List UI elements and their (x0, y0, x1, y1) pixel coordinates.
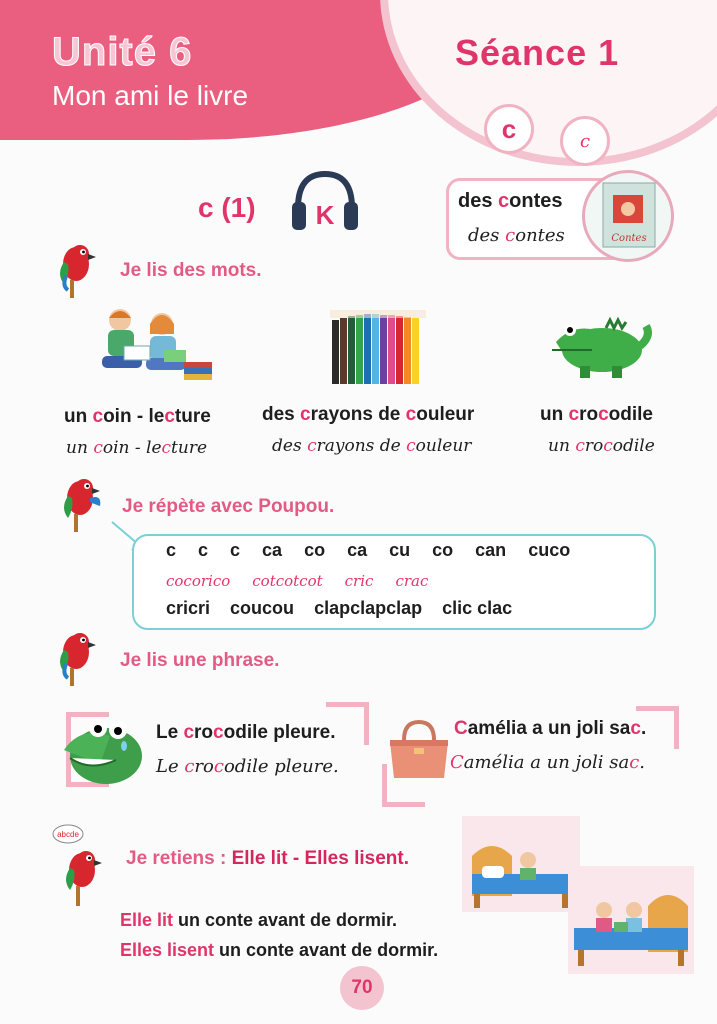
onomatopoeia: cric (344, 572, 374, 590)
parrot-with-bubble-icon (52, 822, 108, 908)
syllable: c (198, 540, 209, 560)
girl-reading-in-bed-image (462, 816, 580, 912)
section-heading-repeat: Je répète avec Poupou. (122, 496, 335, 517)
handbag-image (384, 718, 454, 782)
unit-word: Unité (52, 30, 157, 74)
syllable: c (166, 540, 177, 560)
syllable: ca (262, 540, 283, 560)
retiens-line-1: Elle lit un conte avant de dormir. (120, 910, 398, 930)
parrot-icon (52, 240, 98, 300)
headphones-icon (288, 168, 362, 234)
syllable: co (304, 540, 326, 560)
seance-circle (380, 0, 717, 166)
syllable: cuco (528, 540, 571, 560)
onomatopoeia: cricri (166, 598, 211, 618)
section-heading-retiens: Je retiens : Elle lit - Elles lisent. (126, 848, 410, 869)
letter-badge-cursive: c (560, 116, 610, 166)
parrot-icon (52, 628, 98, 688)
word-cursive-3: un crocodile (548, 436, 655, 456)
word-print-1: un coin - lecture (64, 406, 211, 427)
onomatopoeia: cocorico (166, 572, 231, 590)
onomatopoeia: clapclapclap (314, 598, 423, 618)
word-print-2: des crayons de couleur (262, 404, 475, 425)
syllable: c (230, 540, 241, 560)
bubble-letters: abcde (57, 830, 79, 839)
sentence-cursive-2: Camélia a un joli sac. (450, 752, 646, 773)
colored-pencils-image (330, 310, 426, 384)
letter-badge-print: c (484, 104, 534, 154)
repeat-row-syllables (166, 540, 592, 561)
repeat-row-words (166, 598, 532, 619)
section-heading-words: Je lis des mots. (120, 260, 262, 281)
book-image (582, 170, 674, 262)
unit-subtitle: Mon ami le livre (52, 80, 249, 111)
word-print-3: un crocodile (540, 404, 653, 425)
page-number: 70 (340, 966, 384, 1010)
word-cursive-2: des crayons de couleur (272, 436, 472, 456)
word-cursive-1: un coin - lecture (66, 438, 208, 458)
onomatopoeia: coucou (230, 598, 295, 618)
section-heading-sentence: Je lis une phrase. (120, 650, 280, 671)
sound-label: c (1) (198, 192, 256, 223)
syllable: cu (389, 540, 411, 560)
unit-title (52, 30, 192, 75)
syllable: can (475, 540, 507, 560)
unit-number: 6 (169, 30, 193, 74)
onomatopoeia: cotcotcot (252, 572, 323, 590)
sentence-print-2: Camélia a un joli sac. (454, 718, 647, 739)
onomatopoeia: clic clac (442, 598, 513, 618)
syllable: ca (347, 540, 368, 560)
sentence-cursive-1: Le crocodile pleure. (156, 756, 339, 777)
crying-crocodile-image (60, 706, 150, 790)
phoneme-text: K (315, 200, 335, 230)
crocodile-image (546, 306, 652, 382)
kids-reading-image (84, 306, 214, 386)
sentence-print-1: Le crocodile pleure. (156, 722, 336, 743)
keyword-print: des contes (458, 190, 563, 212)
book-title-text: Contes (611, 233, 647, 244)
keyword-cursive: des contes (468, 225, 565, 246)
syllable: co (432, 540, 454, 560)
onomatopoeia: crac (395, 572, 429, 590)
repeat-row-cursive (166, 572, 450, 590)
girls-reading-in-bed-image (568, 866, 694, 974)
seance-title: Séance 1 (455, 32, 620, 73)
parrot-icon (56, 474, 102, 534)
retiens-line-2: Elles lisent un conte avant de dormir. (120, 940, 439, 960)
